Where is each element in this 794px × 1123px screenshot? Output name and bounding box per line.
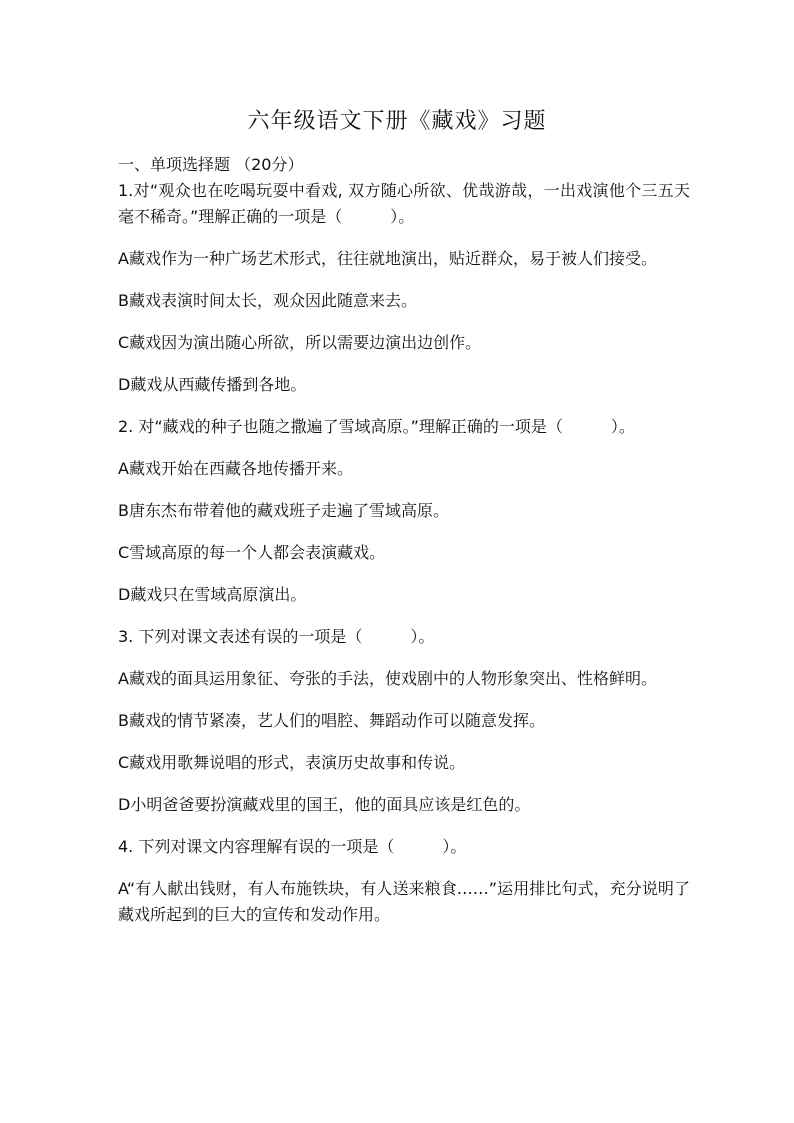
answer-option-c: C雪域高原的每一个人都会表演藏戏。 xyxy=(118,543,386,562)
question-stem: 1.对“观众也在吃喝玩耍中看戏, 双方随心所欲、优哉游哉，一出戏演他个三五天毫不稀奇。”理解正确的一项是（ ）。 xyxy=(118,181,690,226)
question-stem: 3. 下列对课文表述有误的一项是（ ）。 xyxy=(118,627,435,646)
answer-option-c: C藏戏因为演出随心所欲，所以需要边演出边创作。 xyxy=(118,333,482,352)
answer-option-a: A藏戏的面具运用象征、夸张的手法，使戏剧中的人物形象突出、性格鲜明。 xyxy=(118,669,657,688)
section-heading: 一、单项选择题 （20分） xyxy=(118,155,304,174)
answer-option-c: C藏戏用歌舞说唱的形式，表演历史故事和传说。 xyxy=(118,753,466,772)
answer-option-d: D藏戏从西藏传播到各地。 xyxy=(118,375,307,394)
question-4 xyxy=(118,834,690,928)
question-stem: 2. 对“藏戏的种子也随之撒遍了雪域高原。”理解正确的一项是（ ）。 xyxy=(118,417,635,436)
answer-option-d: D小明爸爸要扮演藏戏里的国王，他的面具应该是红色的。 xyxy=(118,795,531,814)
answer-option-b: B唐东杰布带着他的藏戏班子走遍了雪域高原。 xyxy=(118,501,449,520)
document-body xyxy=(118,152,690,944)
question-2 xyxy=(118,414,690,608)
answer-option-a: A“有人献出钱财，有人布施铁块，有人送来粮食……”运用排比句式，充分说明了藏戏所起到的巨大的宣传和发动作用。 xyxy=(118,879,690,924)
answer-option-a: A藏戏开始在西藏各地传播开来。 xyxy=(118,459,353,478)
document-title: 六年级语文下册《藏戏》习题 xyxy=(247,109,547,134)
question-3 xyxy=(118,624,690,818)
answer-option-a: A藏戏作为一种广场艺术形式，往往就地演出，贴近群众，易于被人们接受。 xyxy=(118,249,657,268)
answer-option-b: B藏戏的情节紧凑，艺人们的唱腔、舞蹈动作可以随意发挥。 xyxy=(118,711,545,730)
answer-option-d: D藏戏只在雪域高原演出。 xyxy=(118,585,307,604)
question-1 xyxy=(118,178,690,398)
answer-option-b: B藏戏表演时间太长，观众因此随意来去。 xyxy=(118,291,417,310)
question-stem: 4. 下列对课文内容理解有误的一项是（ ）。 xyxy=(118,837,467,856)
